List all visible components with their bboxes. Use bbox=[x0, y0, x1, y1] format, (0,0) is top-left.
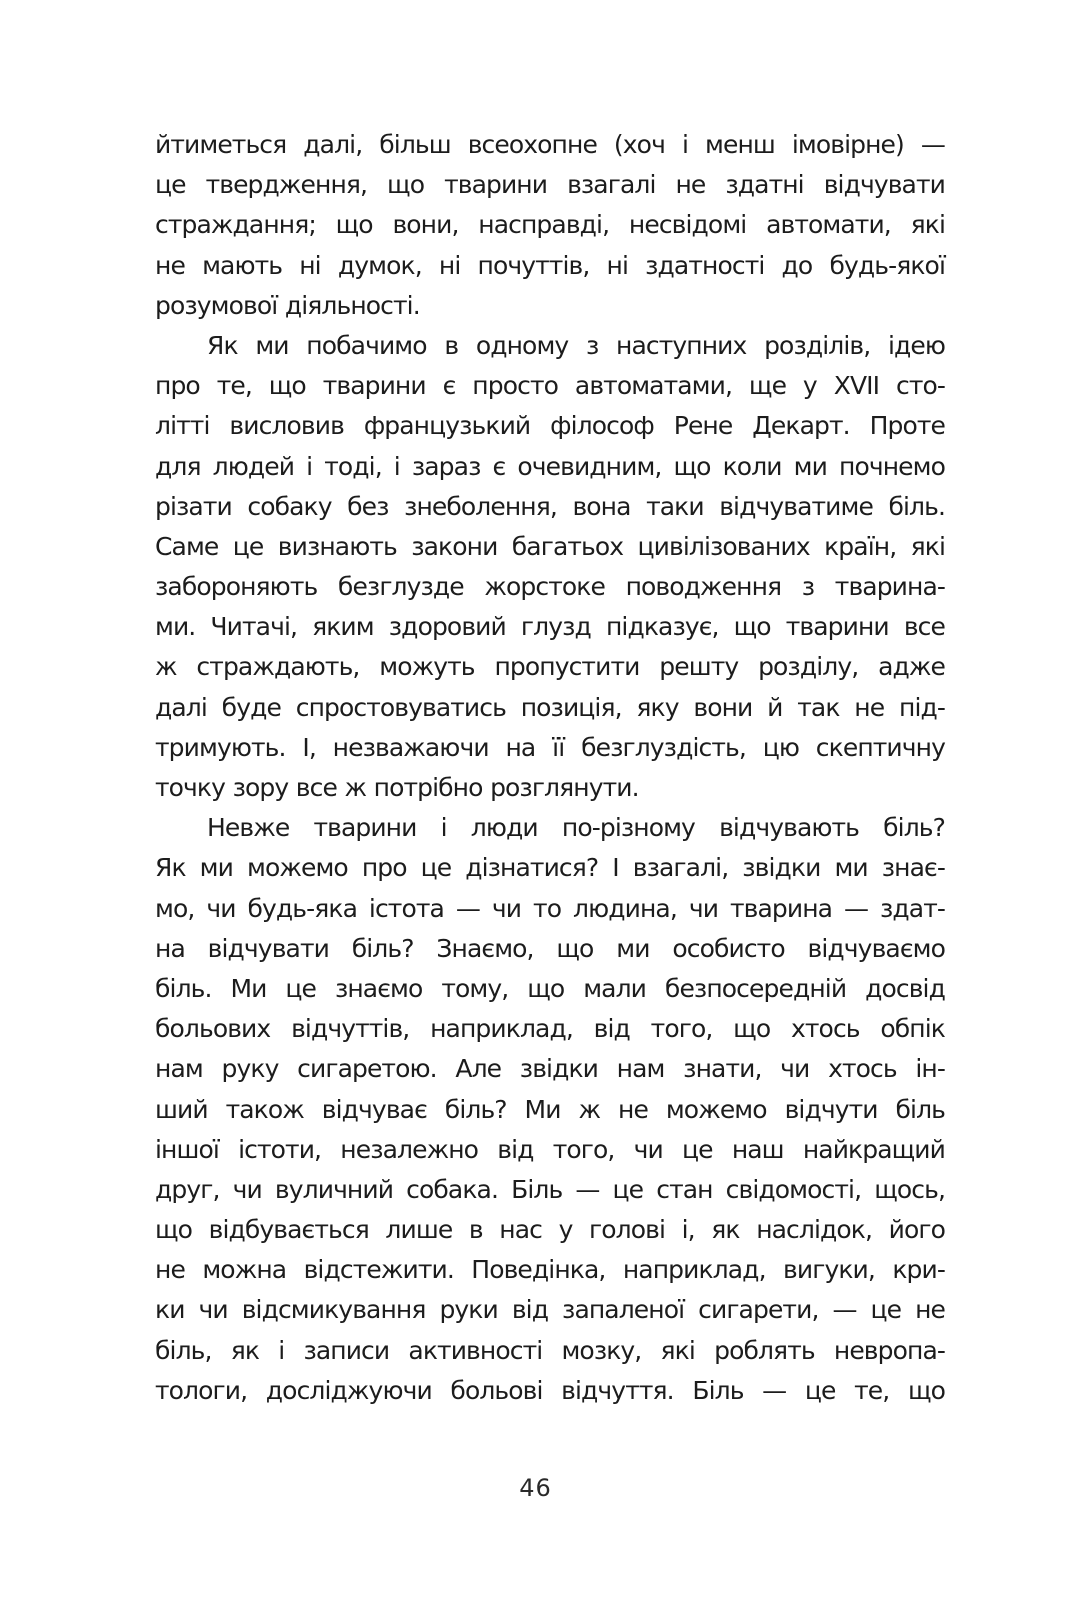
text-line: ки чи відсмикування руки від запаленої сигарети, — це не bbox=[155, 1295, 945, 1325]
page-number: 46 bbox=[519, 1474, 552, 1502]
text-line: біль. Ми це знаємо тому, що мали безпосередній досвід bbox=[155, 973, 945, 1003]
text-line: не можна відстежити. Поведінка, наприклад, вигуки, кри- bbox=[155, 1255, 945, 1285]
text-line: точку зору все ж потрібно розглянути. bbox=[155, 773, 639, 802]
page-text bbox=[155, 125, 945, 1411]
text-line: різати собаку без знеболення, вона таки відчуватиме біль. bbox=[155, 491, 945, 521]
text-line: біль, як і записи активності мозку, які роблять невропа- bbox=[155, 1335, 945, 1365]
text-line: страждання; що вони, насправді, несвідомі автомати, які bbox=[155, 210, 945, 240]
text-line: тологи, досліджуючи больові відчуття. Біль — це те, що bbox=[155, 1375, 945, 1405]
text-line: розумової діяльності. bbox=[155, 290, 420, 320]
text-line: тримують. І, незважаючи на її безглуздість, цю скептичну bbox=[155, 732, 945, 762]
text-line: про те, що тварини є просто автоматами, ще у XVII сто- bbox=[155, 371, 945, 401]
text-line: іншої істоти, незалежно від того, чи це наш найкращий bbox=[155, 1134, 945, 1164]
text-line: больових відчуттів, наприклад, від того, що хтось обпік bbox=[155, 1014, 945, 1044]
text-line: друг, чи вуличний собака. Біль — це стан свідомості, щось, bbox=[155, 1174, 945, 1204]
text-line: не мають ні думок, ні почуттів, ні здатності до будь-якої bbox=[155, 250, 945, 280]
text-line: літті висловив французький філософ Рене Декарт. Проте bbox=[155, 411, 945, 441]
paragraph-first-line: Невже тварини і люди по-різному відчувають біль? bbox=[207, 813, 945, 843]
paragraph-first-line: Як ми побачимо в одному з наступних розділів, ідею bbox=[207, 330, 945, 360]
text-line: мо, чи будь-яка істота — чи то людина, чи тварина — здат- bbox=[155, 893, 945, 923]
text-line: на відчувати біль? Знаємо, що ми особисто відчуваємо bbox=[155, 933, 945, 963]
text-line: це твердження, що тварини взагалі не здатні відчувати bbox=[155, 170, 945, 200]
text-line: далі буде спростовуватись позиція, яку вони й так не під- bbox=[155, 692, 945, 722]
text-line: ж страждають, можуть пропустити решту розділу, адже bbox=[155, 652, 945, 682]
text-line: ший також відчуває біль? Ми ж не можемо відчути біль bbox=[155, 1094, 945, 1124]
text-line: ми. Читачі, яким здоровий глузд підказує, що тварини все bbox=[155, 612, 945, 642]
text-line: що відбувається лише в нас у голові і, як наслідок, його bbox=[155, 1215, 945, 1245]
text-line: йтиметься далі, більш всеохопне (хоч і менш імовірне) — bbox=[155, 130, 945, 159]
text-line: Саме це визнають закони багатьох цивілізованих країн, які bbox=[155, 531, 945, 561]
text-line: забороняють безглузде жорстоке поводження з тварина- bbox=[155, 572, 945, 602]
text-line: Як ми можемо про це дізнатися? І взагалі, звідки ми знає- bbox=[155, 853, 945, 883]
text-line: для людей і тоді, і зараз є очевидним, що коли ми почнемо bbox=[155, 451, 945, 481]
text-line: нам руку сигаретою. Але звідки нам знати, чи хтось ін- bbox=[155, 1054, 945, 1084]
